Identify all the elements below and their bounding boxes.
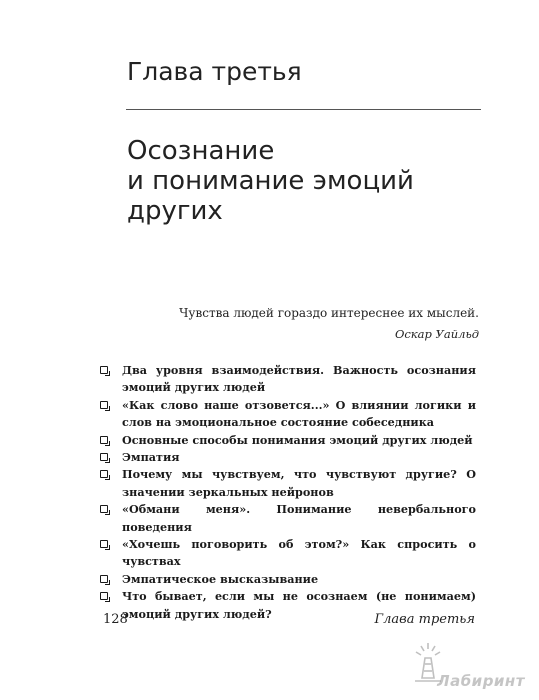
checkbox-icon [100, 505, 108, 513]
checkbox-icon [100, 401, 108, 409]
list-item [100, 536, 476, 571]
epigraph [179, 305, 479, 341]
list-item [100, 432, 476, 449]
list-item-text: Что бывает, если мы не осознаем (не понимаем) эмоций других людей? [122, 589, 476, 621]
checkbox-icon [100, 540, 108, 548]
watermark-text: Лабиринт [437, 672, 525, 690]
list-item [100, 397, 476, 432]
chapter-label: Глава третья [127, 57, 302, 86]
list-item-text: Почему мы чувствуем, что чувствуют другие? О значении зеркальных нейронов [122, 467, 476, 499]
list-item-text: «Как слово наше отзовется...» О влиянии логики и слов на эмоциональное состояние собеседника [122, 397, 476, 430]
list-item-text: Основные способы понимания эмоций других людей [122, 432, 473, 447]
checkbox-icon [100, 453, 108, 461]
list-item-text: Эмпатия [122, 450, 180, 465]
checkbox-icon [100, 575, 108, 583]
running-head: Глава третья [374, 612, 475, 627]
chapter-title-line: других [127, 196, 223, 226]
divider [126, 109, 481, 110]
checkbox-icon [100, 436, 108, 444]
list-item [100, 501, 476, 536]
chapter-title-line: Осознание [127, 136, 275, 166]
checkbox-icon [100, 366, 108, 374]
list-item [100, 449, 476, 466]
checkbox-icon [100, 470, 108, 478]
list-item-text: Два уровня взаимодействия. Важность осознания эмоций других людей [122, 363, 476, 395]
list-item-text: «Обмани меня». Понимание невербального поведения [122, 502, 476, 534]
page-number: 128 [103, 612, 128, 627]
checkbox-icon [100, 592, 108, 600]
watermark [405, 637, 525, 692]
chapter-title-line: и понимание эмоций [127, 166, 414, 196]
epigraph-quote: Чувства людей гораздо интереснее их мыслей. [179, 306, 479, 320]
chapter-contents-list [100, 362, 476, 623]
list-item [100, 362, 476, 397]
list-item [100, 571, 476, 588]
chapter-title [127, 136, 487, 226]
list-item-text: Эмпатическое высказывание [122, 571, 319, 586]
list-item-text: «Хочешь поговорить об этом?» Как спросить о чувствах [122, 537, 476, 569]
list-item [100, 466, 476, 501]
epigraph-author: Оскар Уайльд [394, 327, 479, 341]
